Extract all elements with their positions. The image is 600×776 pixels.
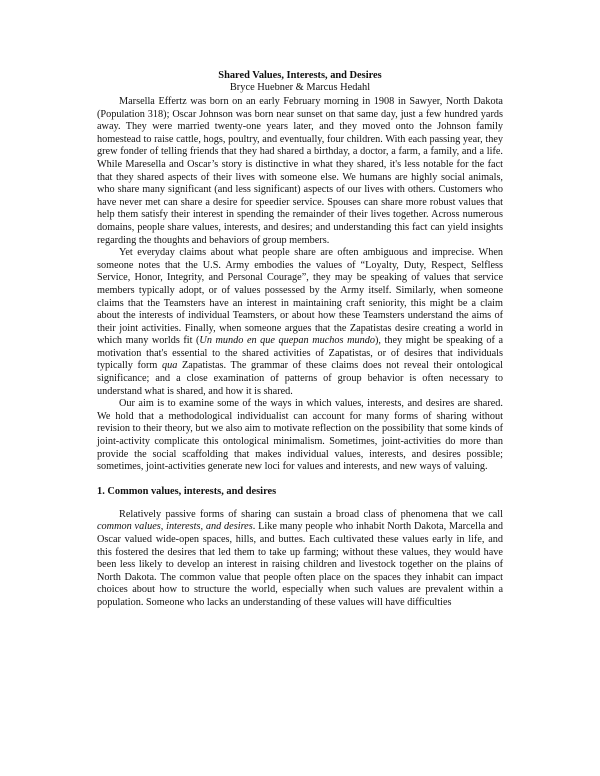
paragraph-italic-text: qua [162,360,178,372]
paragraph-text: Zapatistas. The grammar of these claims does not reveal their ontological significance; and a close examination of patterns of group behavior is often necessary to understand what is shared, and how it is shared. [97,360,503,397]
paragraph-3 [97,398,503,474]
document-title: Shared Values, Interests, and Desires [218,70,382,81]
paragraph-2 [97,247,503,398]
paragraph-text: Marsella Effertz was born on an early February morning in 1908 in Sawyer, North Dakota (Population 318); Oscar Johnson was born near sunset on that same day, just a few hundred yards away. They were married twenty-one years later, and they moved onto the Johnson family homestead to raise cattle, hogs, poultry, and eventually, four children. With each passing year, they grew fonder of telling friends that they had shared a birthday, a doctor, a farm, a family, and a life. While Maresella and Oscar’s story is distinctive in what they shared, it's less notable for the fact that they shared aspects of their lives with someone else. We humans are highly social animals, who share many significant (and less significant) aspects of our lives with others. Customers who have never met can share a desire for speedier service. Spouses can share more robust values that help them satisfy their interest in spending the remainder of their lives together. Across numerous domains, people share values, interests, and desires; and understanding this fact can yield insights regarding the thoughts and behaviors of group members. [97,96,503,246]
paragraph-text: Yet everyday claims about what people share are often ambiguous and imprecise. When someone notes that the U.S. Army embodies the values of “Loyalty, Duty, Respect, Selfless Service, Honor, Integrity, and Personal Courage”, they may be speaking of values that service members typically adopt, or of values possessed by the Army itself. Similarly, when someone claims that the Teamsters have an interest in maintaining craft seniority, this might be a claim about the interests of individual Teamsters, or about how these Teamsters understand the aims of their joint activities. Finally, when someone argues that the Zapatistas desire creating a world in which many worlds fit ( [97,247,503,347]
paragraph-text: Our aim is to examine some of the ways in which values, interests, and desires are shared. We hold that a methodological individualist can account for many forms of sharing without revision to their theory, but we also aim to motivate reflection on the possibility that some kinds of joint-activity complicate this ontological minimalism. Sometimes, joint-activities do more than provide the social scaffolding that makes individual values, interests, and desires possible; sometimes, joint-activities generate new loci for values and interests, and new ways of valuing. [97,398,503,473]
section-heading: 1. Common values, interests, and desires [97,485,277,497]
document-page [97,70,503,610]
paragraph-italic-text: common values, interests, and desires [97,521,253,533]
paragraph-text: . Like many people who inhabit North Dakota, Marcella and Oscar valued wide-open spaces, hills, and buttes. Each cultivated these values early in life, and this fostered the desires that led them to take up farming; without these values, they would have been less likely to develop an interest in raising children and livestock together on the plains of North Dakota. The common value that people often place on the spaces they inhabit can impact choices about how to structure the world, especially when such values are prevalent within a population. Someone who lacks an understanding of these values will have difficulties [97,521,503,608]
document-authors: Bryce Huebner & Marcus Hedahl [229,82,371,93]
section-paragraph [97,509,503,610]
paragraph-text: ), they might be speaking of a motivation that's essential to the shared activities of Zapatistas, or of desires that individuals typically form [97,335,503,372]
paragraph-italic-text: Un mundo en que quepan muchos mundo [199,335,375,347]
paragraph-text: Relatively passive forms of sharing can sustain a broad class of phenomena that we call [119,508,503,520]
paragraph-1 [97,96,503,247]
